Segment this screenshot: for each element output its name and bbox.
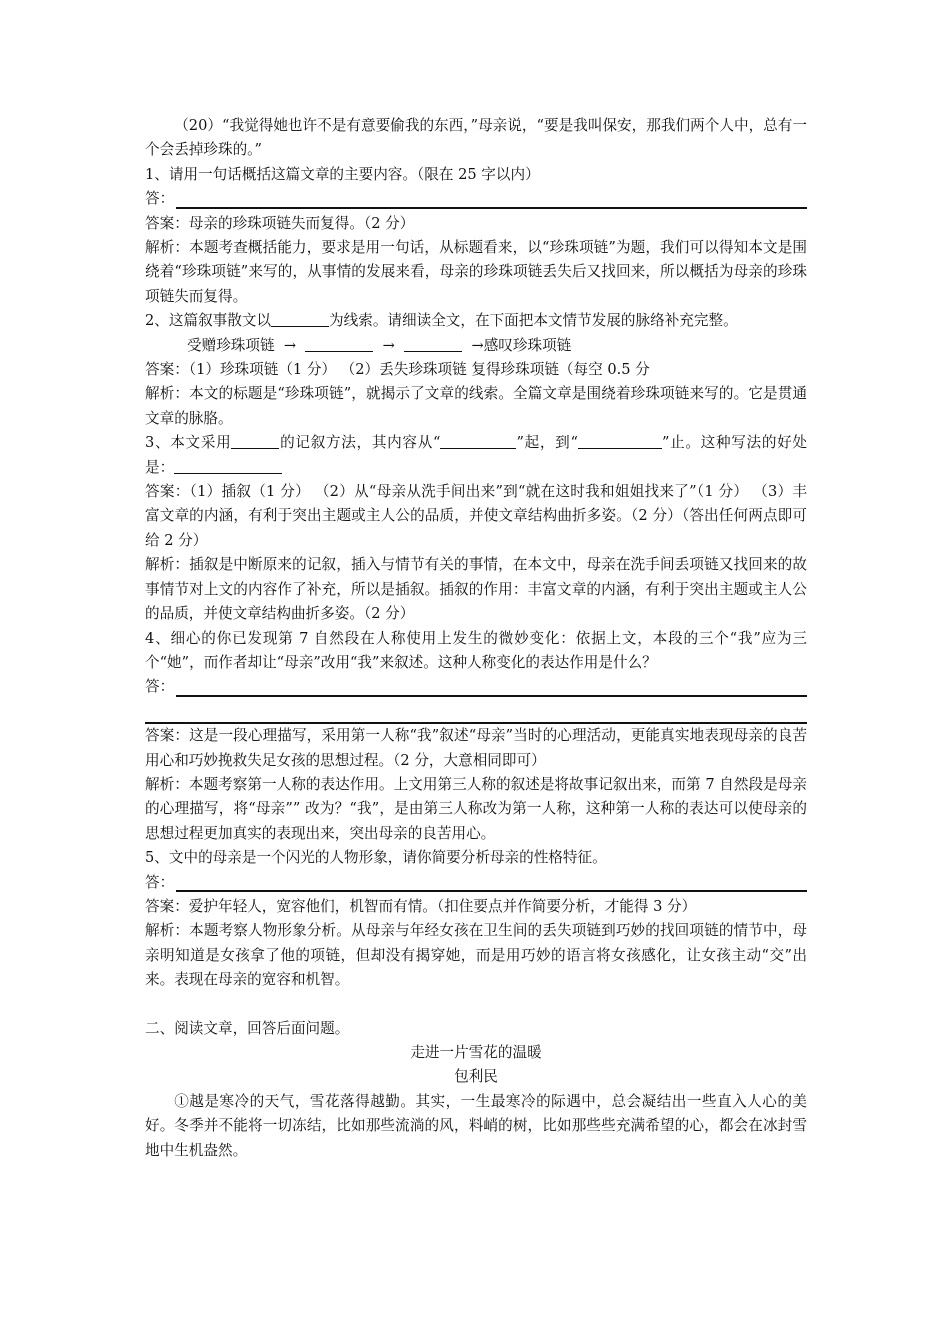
paragraph-20: （20）“我觉得她也许不是有意要偷我的东西，”母亲说，“要是我叫保安，那我们两个人中，总有一个会丢掉珍珠的。”	[145, 117, 807, 159]
question-3-part-a: 3、本文采用	[145, 434, 232, 452]
article-author: 包利民	[454, 1068, 498, 1086]
explanation-5: 解析：本题考察人物形象分析。从母亲与年经女孩在卫生间的丢失项链到巧妙的找回项链的情节中，母亲明知道是女孩拿了他的项链，但却没有揭穿她，而是用巧妙的语言将女孩感化，让女孩主动“交”出来。表现在母亲的宽容和机智。	[145, 922, 807, 989]
plot-flow	[145, 334, 807, 358]
blank-to[interactable]	[578, 433, 662, 449]
answer-2: 答案：（1）珍珠项链（1 分） （2）丢失珍珠项链 复得珍珠项链（每空 0.5 分	[145, 361, 650, 379]
answer-prefix: 答：	[145, 873, 175, 891]
answer-3: 答案：（1）插叙（1 分） （2）从“母亲从洗手间出来”到“就在这时我和姐姐找来了”（1 分） （3）丰富文章的内涵，有利于突出主题或主人公的品质，并使文章结构曲折多姿。（2 分）（答出任何两点即可给 2 分）	[145, 483, 807, 549]
answer-blank[interactable]	[176, 207, 807, 209]
blank-method[interactable]	[231, 433, 279, 449]
blank-plot-2[interactable]	[404, 336, 462, 352]
article-paragraph-1: ①越是寒冷的天气，雪花落得越勤。其实，一生最寒冷的际遇中，总会凝结出一些直入人心的美好。冬季并不能将一切冻结，比如那些流淌的风，料峭的树，比如那些些充满希望的心，都会在冰封雪地中生机盎然。	[145, 1092, 807, 1159]
question-1: 1、请用一句话概括这篇文章的主要内容。（限在 25 字以内）	[145, 165, 540, 183]
blank-from[interactable]	[440, 433, 516, 449]
answer-blank[interactable]	[176, 695, 807, 697]
answer-prefix: 答：	[145, 190, 175, 208]
answer-line-5	[145, 871, 807, 895]
explanation-2: 解析：本文的标题是“珍珠项链”，就揭示了文章的线索。全篇文章是围绕着珍珠项链来写的。它是贯通文章的脉胳。	[145, 385, 807, 427]
answer-prefix: 答：	[145, 678, 175, 696]
blank-benefit[interactable]	[174, 458, 282, 474]
explanation-4: 解析：本题考察第一人称的表达作用。上文用第三人称的叙述是将故事记叙出来，而第 7 自然段是母亲的心理描写，将“母亲”” 改为？“我”，是由第三人称改为第一人称，这种第一人称的表达可以使母亲的思想过程更加真实的表现出来，突出母亲的良苦用心。	[145, 775, 807, 842]
answer-1: 答案：母亲的珍珠项链失而复得。（2 分）	[145, 214, 415, 232]
answer-4: 答案：这是一段心理描写，采用第一人称“我”叙述“母亲”当时的心理活动，更能真实地表现母亲的良苦用心和巧妙挽救失足女孩的思想过程。（2 分，大意相同即可）	[145, 727, 807, 769]
question-3-part-d: ”止。这种写法的好处是：	[145, 434, 807, 476]
arrow-icon: →	[382, 336, 395, 354]
answer-blank-extra[interactable]	[145, 700, 807, 724]
question-2	[145, 309, 807, 333]
blank-plot-1[interactable]	[305, 336, 373, 352]
question-3-part-c: ”起，到“	[516, 434, 578, 452]
flow-end: 感叹珍珠项链	[483, 336, 572, 354]
answer-5: 答案：爱护年轻人，宽容他们，机智而有情。（扣住要点并作简要分析，才能得 3 分）	[145, 897, 697, 915]
section-gap	[145, 993, 807, 1017]
section-2-heading: 二、阅读文章，回答后面问题。	[145, 1019, 350, 1037]
blank-clue[interactable]	[271, 311, 329, 327]
answer-line-4	[145, 675, 807, 699]
flow-start: 受赠珍珠项链	[187, 336, 275, 354]
answer-line-1	[145, 187, 807, 211]
arrow-icon: →	[283, 336, 297, 354]
question-3-part-b: 的记叙方法，其内容从“	[279, 434, 441, 452]
arrow-icon: →	[471, 336, 484, 354]
article-title: 走进一片雪花的温暖	[410, 1043, 542, 1061]
question-3	[145, 431, 807, 480]
explanation-3: 解析：插叙是中断原来的记叙，插入与情节有关的事情，在本文中，母亲在洗手间丢项链又找回来的故事情节对上文的内容作了补充，所以是插叙。插叙的作用：丰富文章的内涵，有利于突出主题或主人公的品质，并使文章结构曲折多姿。（2 分）	[145, 556, 807, 623]
question-4: 4、细心的你已发现第 7 自然段在人称使用上发生的微妙变化：依据上文，本段的三个“我”应为三个“她”，而作者却让“母亲”改用“我”来叙述。这种人称变化的表达作用是什么？	[145, 629, 807, 671]
question-2-part-b: 为线索。请细读全文，在下面把本文情节发展的脉络补充完整。	[329, 312, 738, 330]
document-page	[145, 114, 807, 1163]
explanation-1: 解析：本题考查概括能力，要求是用一句话，从标题看来，以“珍珠项链”为题，我们可以得知本文是围绕着“珍珠项链”来写的，从事情的发展来看，母亲的珍珠项链丢失后又找回来，所以概括为母亲的珍珠项链失而复得。	[145, 239, 807, 305]
question-5: 5、文中的母亲是一个闪光的人物形象，请你简要分析母亲的性格特征。	[145, 849, 607, 867]
question-2-part-a: 2、这篇叙事散文以	[145, 312, 272, 330]
answer-blank[interactable]	[176, 890, 807, 892]
